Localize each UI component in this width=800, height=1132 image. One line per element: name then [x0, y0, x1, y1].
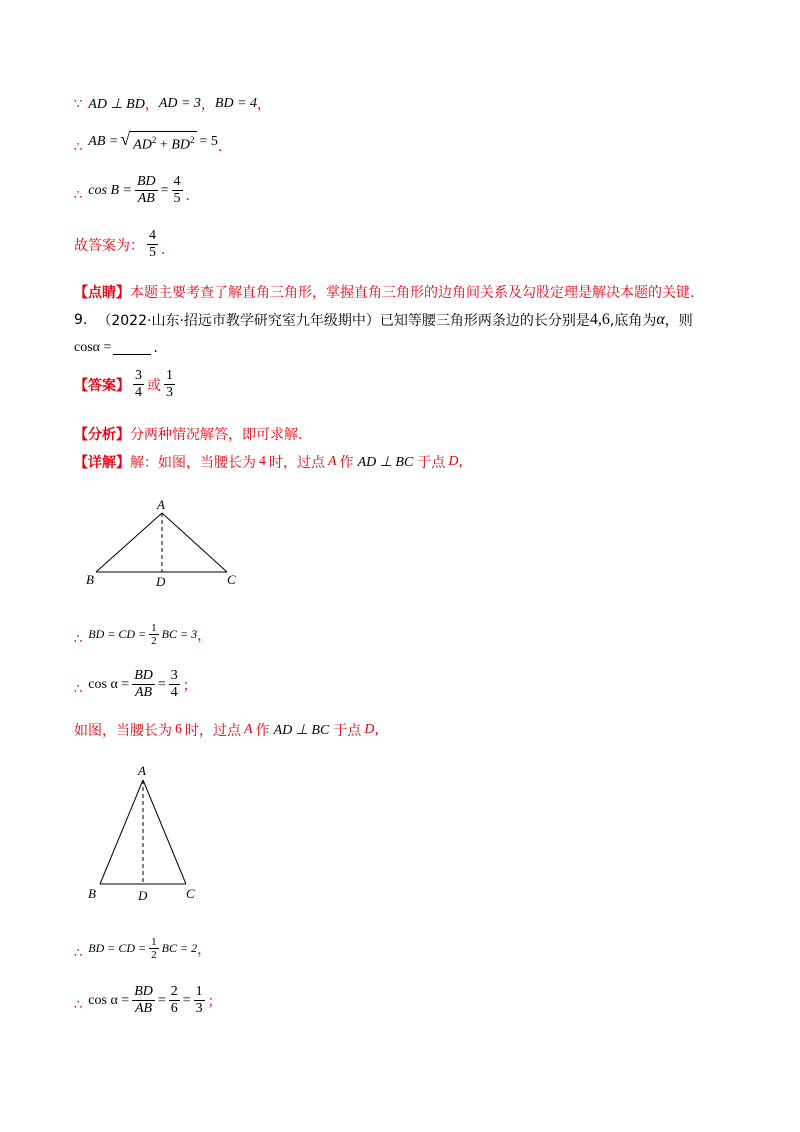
semicolon: ；: [182, 677, 197, 694]
fraction-one-half: $\frac{1}{2}$: [151, 622, 157, 647]
detail-text: 时，过点: [269, 455, 325, 471]
comma: ，: [200, 97, 215, 113]
period: .: [161, 241, 166, 258]
therefore-symbol: ∴: [74, 632, 83, 647]
label-c: C: [227, 572, 236, 587]
detail-text: 作: [339, 455, 354, 471]
case1-cosine-line: [74, 668, 197, 701]
because-symbol: ∵: [74, 96, 83, 112]
plus-sign: +: [156, 137, 172, 153]
fraction-four-fifths: $\frac{4}{5}$: [173, 174, 181, 206]
perpendicular-expression: AD ⊥ BC: [273, 722, 330, 738]
premise-line: [74, 94, 271, 114]
answer-tag: 【答案】: [74, 377, 130, 394]
comma: ，: [197, 941, 212, 958]
fraction-two-sixths: $\frac{2}{6}$: [170, 984, 178, 1016]
fraction-one-third: $\frac{1}{3}$: [166, 368, 173, 400]
detail-line: [74, 452, 463, 472]
cos-alpha-lhs: cosα =: [74, 340, 112, 355]
label-b: B: [86, 572, 94, 587]
equals-sign: =: [157, 992, 166, 1008]
therefore-symbol: ∴: [74, 998, 83, 1013]
comma: ，: [257, 97, 272, 113]
label-a: A: [138, 763, 146, 778]
case2-text: 作: [255, 723, 270, 739]
bc-result: BC = 3: [161, 627, 198, 641]
label-d: D: [138, 888, 148, 902]
case2-text: 于点: [333, 723, 362, 739]
period: .: [217, 138, 223, 155]
label-d: D: [156, 574, 166, 589]
question-text-mid: ,底角为: [609, 313, 657, 329]
exponent: 2: [151, 134, 157, 145]
fraction-bd-ab: $\frac{BD}{AB}$: [134, 984, 153, 1016]
fraction-one-third: $\frac{1}{3}$: [195, 984, 203, 1016]
question-number: 9.: [74, 312, 88, 328]
bd-cd-lhs: BD = CD =: [88, 941, 147, 955]
question-line: [74, 310, 693, 330]
comma: ,: [374, 722, 379, 738]
period: .: [153, 340, 158, 356]
therefore-symbol: ∴: [74, 682, 83, 697]
fraction-three-quarters: $\frac{3}{4}$: [170, 668, 178, 700]
cos-b-lhs: cos B =: [88, 182, 132, 198]
equals-sign: =: [182, 992, 191, 1008]
comment-tag: 【点睛】: [74, 285, 130, 301]
answer-statement: [74, 228, 165, 261]
comma: ,: [458, 454, 463, 470]
fraction-bd-ab: $\frac{BD}{AB}$: [136, 174, 156, 206]
semicolon: ；: [207, 993, 222, 1010]
therefore-symbol: ∴: [74, 188, 83, 203]
ab-result: = 5: [199, 133, 218, 149]
therefore-symbol: ∴: [74, 140, 83, 155]
analysis-text: 分两种情况解答，即可求解.: [130, 427, 303, 443]
point-d: D: [364, 722, 375, 737]
detail-text: 于点: [417, 455, 446, 471]
answer-line: [74, 368, 178, 401]
point-a: A: [328, 454, 337, 469]
fraction-three-quarters: $\frac{3}{4}$: [135, 368, 142, 400]
alpha-symbol: α: [656, 311, 665, 328]
point-d: D: [448, 454, 459, 469]
ad-length: AD = 3: [158, 96, 201, 111]
comma: ，: [144, 97, 159, 113]
side-values: 4,6: [589, 311, 610, 328]
equals-sign: =: [157, 676, 166, 692]
radicand-ad: AD: [133, 137, 152, 153]
comma: ，: [197, 627, 212, 644]
leg-length: 6: [175, 722, 182, 737]
label-a: A: [157, 497, 165, 512]
question-blank-line: [74, 340, 158, 356]
radicand-bd: BD: [171, 137, 190, 153]
cos-alpha-lhs: cos α =: [88, 676, 130, 692]
label-b: B: [88, 886, 96, 901]
square-root: √ $AD^2 + BD^2$: [120, 130, 197, 154]
comment-text: 本题主要考查了解直角三角形，掌握直角三角形的边角间关系及勾股定理是解决本题的关键.: [130, 285, 695, 301]
analysis-tag: 【分析】: [74, 427, 130, 443]
case2-text: 时，过点: [185, 723, 241, 739]
comment-line: [74, 282, 694, 302]
perpendicular-expression: AD ⊥ BC: [357, 454, 414, 470]
pythagoras-line: [74, 128, 222, 155]
case2-cosine-line: [74, 984, 222, 1017]
exponent: 2: [189, 134, 195, 145]
triangle-figure-2: [80, 762, 210, 902]
triangle-figure-1: [80, 496, 250, 592]
case2-text: 如图，当腰长为: [74, 723, 172, 739]
question-text-tail: ，则: [664, 313, 693, 329]
fraction-four-fifths: $\frac{4}{5}$: [149, 228, 156, 260]
equals-sign: =: [160, 182, 169, 198]
case1-median-line: [74, 622, 211, 647]
case2-intro-line: [74, 720, 379, 740]
ab-lhs: AB =: [88, 133, 119, 149]
label-c: C: [186, 886, 195, 901]
bd-length: BD = 4: [214, 96, 258, 111]
point-a: A: [244, 722, 253, 737]
bd-cd-lhs: BD = CD =: [88, 627, 147, 641]
detail-tag: 【详解】: [74, 455, 130, 471]
leg-length: 4: [259, 454, 266, 469]
answer-label: 故答案为：: [74, 237, 144, 254]
therefore-symbol: ∴: [74, 946, 83, 961]
case2-median-line: [74, 936, 211, 961]
question-text: （2022·山东·招远市教学研究室九年级期中）已知等腰三角形两条边的长分别是: [97, 313, 590, 329]
cos-alpha-lhs: cos α =: [88, 992, 130, 1008]
analysis-line: [74, 424, 302, 444]
bc-result: BC = 2: [161, 941, 198, 955]
fraction-bd-ab: $\frac{BD}{AB}$: [134, 668, 153, 700]
fraction-one-half: $\frac{1}{2}$: [151, 936, 157, 961]
cosine-b-line: [74, 174, 190, 207]
period: .: [185, 187, 190, 204]
detail-text: 解：如图，当腰长为: [130, 455, 256, 471]
answer-blank: [113, 342, 151, 355]
perpendicular-expression: AD ⊥ BD: [88, 96, 145, 112]
or-word: 或: [147, 377, 161, 394]
